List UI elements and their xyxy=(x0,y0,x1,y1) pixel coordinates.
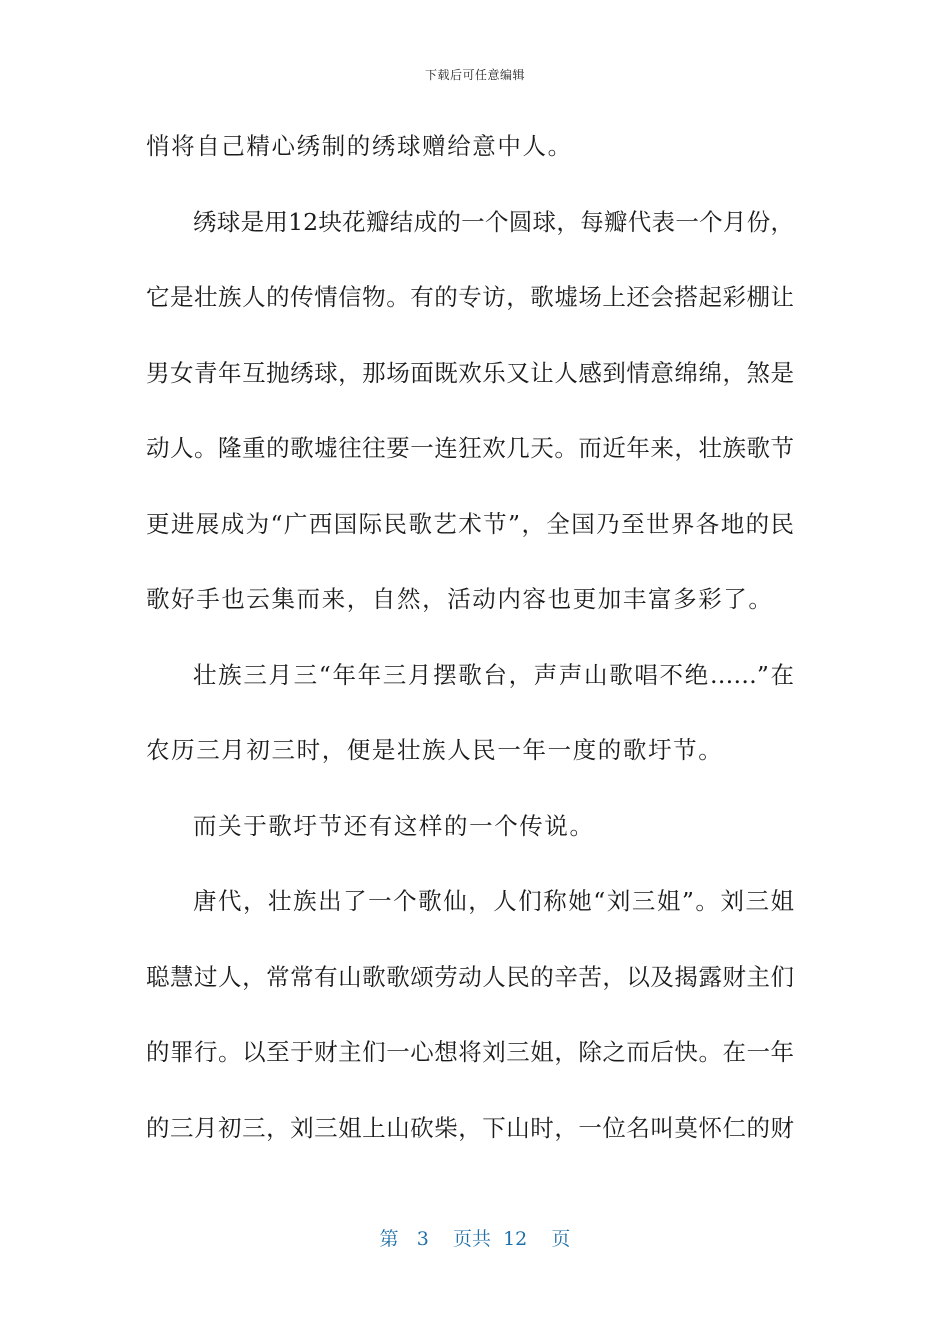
line-text: 歌好手也云集而来，自然，活动内容也更加丰富多彩了。 xyxy=(146,585,774,613)
text-line xyxy=(146,875,794,951)
line-text: 男女青年互抛绣球，那场面既欢乐又让人感到情意绵绵，煞是 xyxy=(146,358,794,387)
text-line xyxy=(146,271,794,347)
header-note: 下载后可任意编辑 xyxy=(424,68,525,82)
line-text: 聪慧过人，常常有山歌歌颂劳动人民的辛苦，以及揭露财主们 xyxy=(146,962,794,991)
text-line xyxy=(146,649,794,725)
footer-prefix: 第 xyxy=(379,1228,399,1250)
footer-middle: 页共 xyxy=(452,1228,491,1250)
line-text: 壮族三月三“年年三月摆歌台，声声山歌唱不绝……”在 xyxy=(193,660,794,689)
footer-suffix: 页 xyxy=(551,1228,571,1250)
line-text: 动人。隆重的歌墟往往要一连狂欢几天。而近年来，壮族歌节 xyxy=(146,434,794,462)
page-footer xyxy=(0,1224,950,1251)
page-total: 12 xyxy=(503,1228,528,1250)
line-text: 的罪行。以至于财主们一心想将刘三姐，除之而后快。在一年 xyxy=(146,1038,794,1066)
text-line xyxy=(146,573,794,649)
text-line xyxy=(146,498,794,574)
line-text: 农历三月初三时，便是壮族人民一年一度的歌圩节。 xyxy=(146,736,724,764)
line-text: 而关于歌圩节还有这样的一个传说。 xyxy=(193,811,595,840)
page-number: 3 xyxy=(416,1228,429,1250)
text-line xyxy=(146,724,794,800)
text-line xyxy=(146,951,794,1027)
line-text: 唐代，壮族出了一个歌仙，人们称她“刘三姐”。刘三姐 xyxy=(193,887,794,915)
line-text: 更进展成为“广西国际民歌艺术节”，全国乃至世界各地的民 xyxy=(146,509,794,538)
text-line xyxy=(146,120,794,196)
document-body xyxy=(146,120,794,1177)
line-text: 悄将自己精心绣制的绣球赠给意中人。 xyxy=(146,132,573,160)
line-text: 绣球是用12块花瓣结成的一个圆球，每瓣代表一个月份， xyxy=(193,207,794,236)
text-line xyxy=(146,1026,794,1102)
text-line xyxy=(146,1102,794,1178)
line-text: 的三月初三，刘三姐上山砍柴，下山时，一位名叫莫怀仁的财 xyxy=(146,1113,794,1142)
text-line xyxy=(146,800,794,876)
text-line xyxy=(146,196,794,272)
line-text: 它是壮族人的传情信物。有的专访，歌墟场上还会搭起彩棚让 xyxy=(146,283,794,311)
text-line xyxy=(146,347,794,423)
text-line xyxy=(146,422,794,498)
